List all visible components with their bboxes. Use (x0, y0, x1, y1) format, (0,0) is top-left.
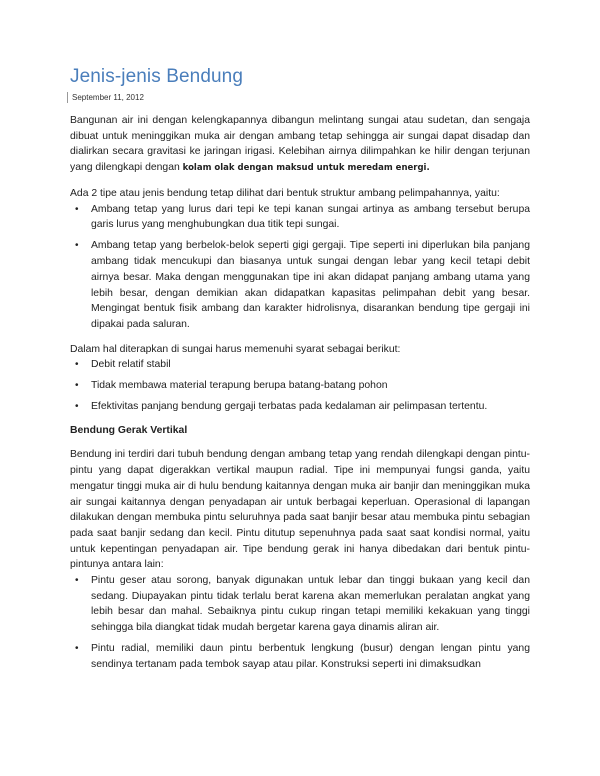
list-item: • Ambang tetap yang berbelok-belok seperti gigi gergaji. Tipe seperti ini diperlukan bila panjang ambang tidak mencukupi dan biasanya untuk sungai dengan lebar yang kecil tetapi debit airnya besar. Maka dengan menggunakan tipe ini akan didapat panjang ambang utama yang lebih besar, dengan demikian akan didapatkan kapasitas pelimpahan debit yang besar. Mengingat bentuk fisik ambang dan karakter hidrolisnya, disarankan bendung tipe gergaji ini dipakai pada saluran. (75, 240, 530, 330)
document-page (70, 66, 530, 673)
types-intro: Ada 2 tipe atau jenis bendung tetap dilihat dari bentuk struktur ambang pelimpahannya, yaitu: (70, 187, 500, 199)
intro-text: Bangunan air ini dengan kelengkapannya dibangun melintang sungai atau sudetan, dan sengaja dibuat untuk meninggikan muka air dengan ambang tetap sehingga air sungai dapat disadap dan dialirkan secara gravitasi ke jaringan irigasi. Kelebihan airnya dilimpahkan ke hilir dengan terjunan yang dilengkapi dengan (70, 115, 530, 174)
section-heading: Bendung Gerak Vertikal (70, 425, 188, 437)
section-paragraph: Bendung ini terdiri dari tubuh bendung dengan ambang tetap yang rendah dilengkapi dengan pintu-pintu yang dapat digerakkan vertikal maupun radial. Tipe ini mempunyai fungsi ganda, yaitu mengatur tinggi muka air di hulu bendung kaitannya dengan muka air banjir dan meninggikan muka air sungai kaitannya dengan penyadapan air untuk berbagai keperluan. Operasional di lapangan dilakukan dengan membuka pintu seluruhnya pada saat banjir besar atau membuka pintu sebagian pada saat banjir sedang dan kecil. Pintu ditutup sepenuhnya pada saat saat kondisi normal, yaitu untuk kepentingan penyadapan air. Tipe bendung gerak ini hanya dibedakan dari bentuk pintu-pintunya antara lain: (70, 449, 530, 571)
list-item: • Efektivitas panjang bendung gergaji terbatas pada kedalaman air pelimpasan tertentu. (70, 399, 530, 415)
list-item: • Ambang tetap yang lurus dari tepi ke tepi kanan sungai artinya as ambang tersebut berupa garis lurus yang menghubungkan dua titik tepi sungai. (75, 203, 530, 231)
list-item: • Tidak membawa material terapung berupa batang-batang pohon (70, 378, 530, 394)
conditions-list (70, 357, 530, 414)
list-item: • Pintu radial, memiliki daun pintu berbentuk lengkung (busur) dengan lengan pintu yang sendinya tertanam pada tembok sayap atau pilar. Konstruksi seperti ini dimaksudkan (75, 643, 530, 671)
types-list (70, 202, 530, 333)
bullet-icon: • (75, 400, 79, 412)
bullet-icon: • (75, 359, 79, 371)
bullet-icon: • (75, 240, 79, 252)
bullet-icon: • (75, 643, 79, 655)
bullet-icon: • (75, 203, 79, 215)
bullet-icon: • (75, 380, 79, 392)
post-date: September 11, 2012 (67, 92, 530, 103)
intro-bold-text: kolam olak dengan maksud untuk meredam energi. (182, 163, 430, 174)
conditions-intro: Dalam hal diterapkan di sungai harus memenuhi syarat sebagai berikut: (70, 343, 401, 355)
intro-paragraph (70, 113, 530, 177)
list-item: • Pintu geser atau sorong, banyak digunakan untuk lebar dan tinggi bukaan yang kecil dan sedang. Diupayakan pintu tidak terlalu berat karena akan memerlukan peralatan angkat yang lebih besar dan mahal. Sebaiknya pintu cukup ringan tetapi memiliki kekakuan yang tinggi sehingga bila diangkat tidak mudah bergetar karena gaya dinamis aliran air. (75, 575, 530, 634)
bullet-icon: • (75, 575, 79, 587)
page-title: Jenis-jenis Bendung (70, 66, 244, 87)
list-item: • Debit relatif stabil (70, 357, 530, 373)
gates-list (70, 573, 530, 673)
